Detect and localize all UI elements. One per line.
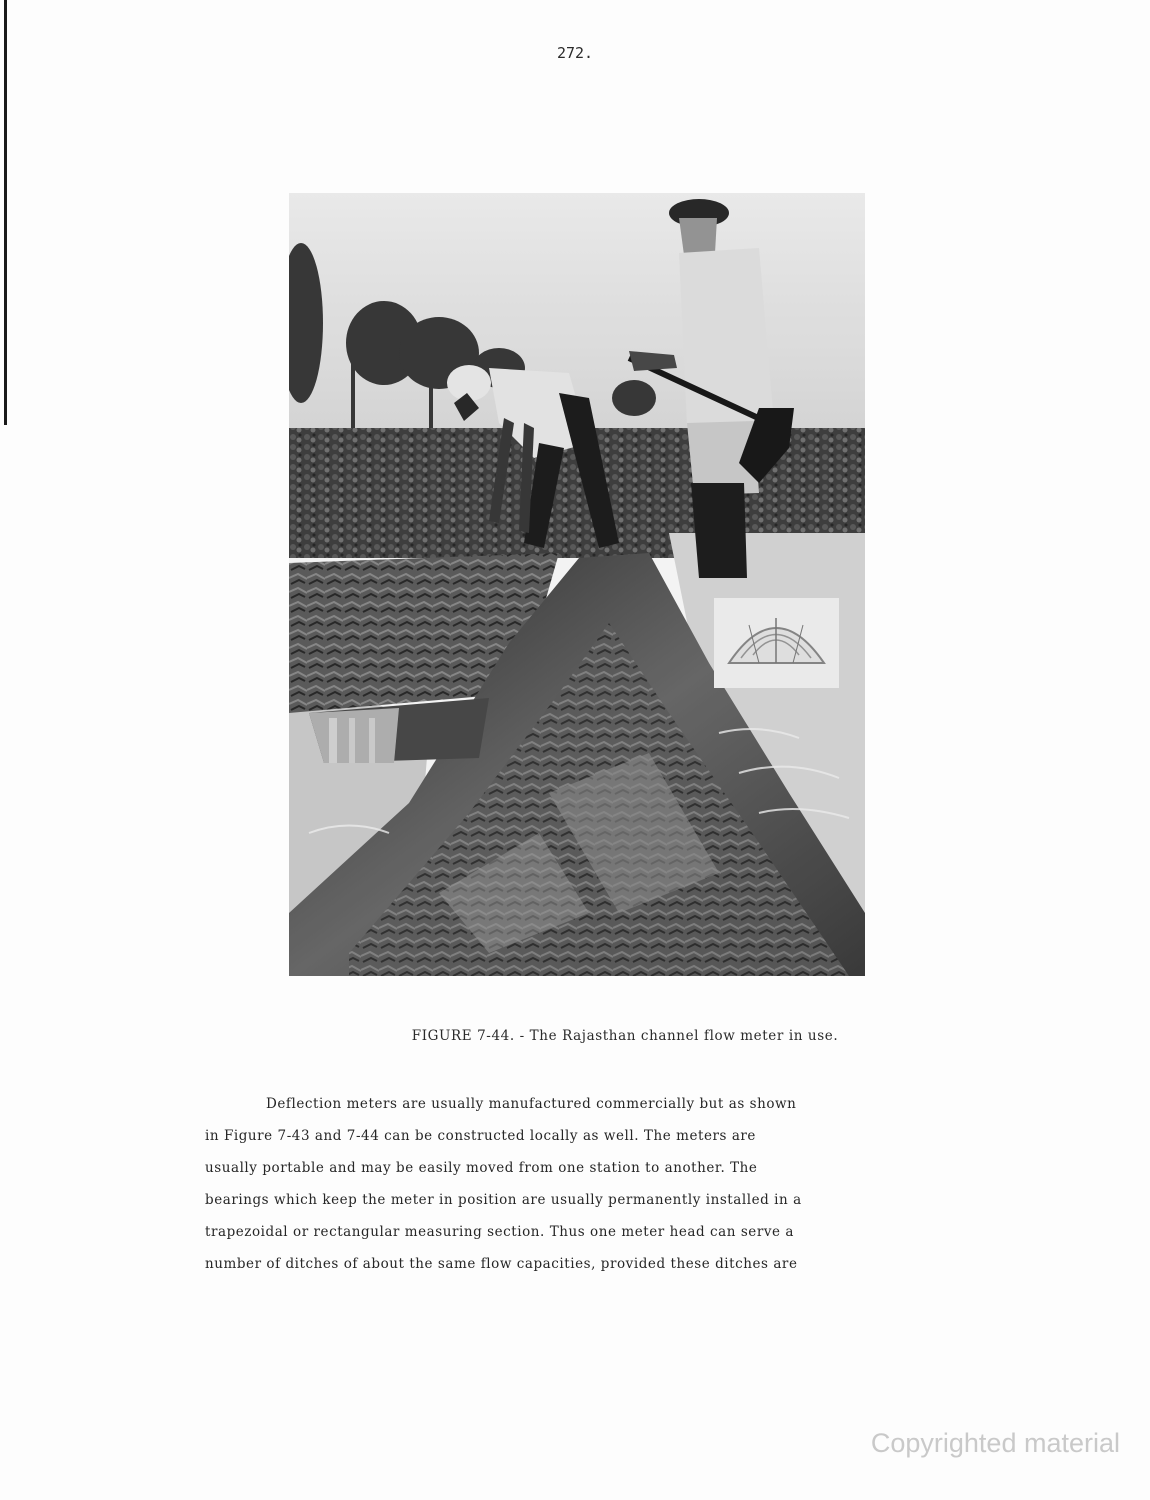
scan-edge-rule [4, 0, 7, 425]
copyright-watermark: Copyrighted material [870, 1428, 1120, 1458]
figure-photo [289, 193, 865, 976]
body-line: in Figure 7-43 and 7-44 can be constructed locally as well. The meters are [205, 1128, 756, 1144]
body-line: bearings which keep the meter in position are usually permanently installed in a [205, 1192, 802, 1208]
figure-photo-graphic [289, 193, 865, 976]
body-line: Deflection meters are usually manufactured commercially but as shown [266, 1096, 797, 1112]
page-number: 272. [556, 44, 594, 62]
figure-caption: FIGURE 7-44. - The Rajasthan channel flow meter in use. [411, 1028, 839, 1044]
body-line: usually portable and may be easily moved from one station to another. The [205, 1160, 758, 1176]
body-line: number of ditches of about the same flow capacities, provided these ditches are [205, 1256, 798, 1272]
body-line: trapezoidal or rectangular measuring section. Thus one meter head can serve a [205, 1224, 794, 1240]
body-paragraph [205, 1088, 1035, 1280]
